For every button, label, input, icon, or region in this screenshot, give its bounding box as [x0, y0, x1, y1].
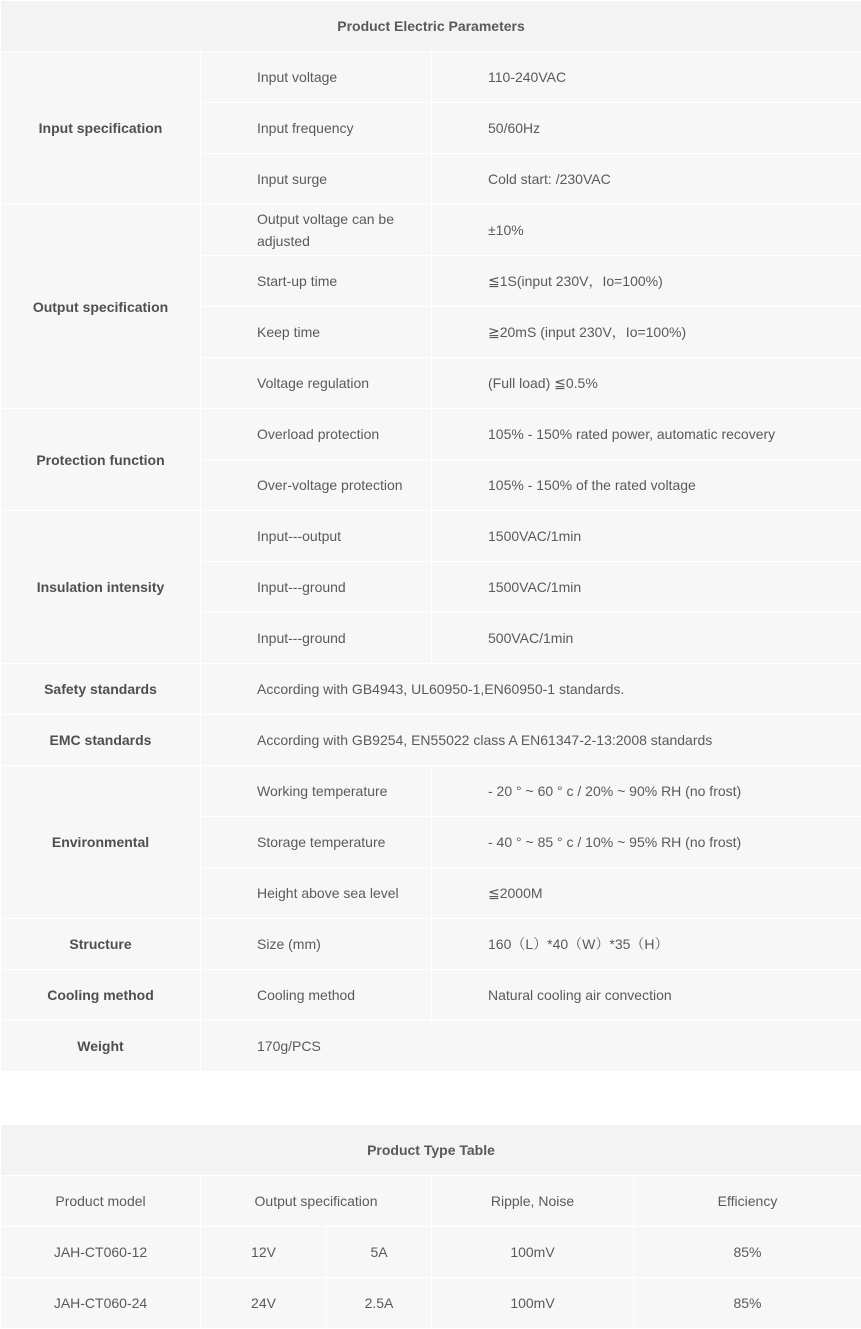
param-label: Keep time — [201, 307, 432, 358]
param-label: Input---ground — [201, 562, 432, 613]
param-value: Cold start: /230VAC — [432, 154, 861, 205]
cell-ripple: 100mV — [432, 1278, 634, 1329]
param-label: Input voltage — [201, 52, 432, 103]
cell-model: JAH-CT060-12 — [1, 1227, 201, 1278]
param-value: - 40 ° ~ 85 ° c / 10% ~ 95% RH (no frost) — [432, 817, 861, 868]
group-environmental: Environmental — [1, 766, 201, 919]
group-weight: Weight — [1, 1021, 201, 1072]
param-value: 110-240VAC — [432, 52, 861, 103]
product-type-table — [0, 1124, 861, 1329]
group-cooling-method: Cooling method — [1, 970, 201, 1021]
param-value: According with GB9254, EN55022 class A EN61347-2-13:2008 standards — [201, 715, 861, 766]
column-header: Efficiency — [634, 1176, 861, 1227]
cell-efficiency: 85% — [634, 1227, 861, 1278]
param-label: Working temperature — [201, 766, 432, 817]
table-title-row — [1, 1125, 861, 1176]
table-row — [1, 1227, 861, 1278]
table-row — [1, 919, 861, 970]
param-label: Size (mm) — [201, 919, 432, 970]
group-protection-function: Protection function — [1, 409, 201, 511]
table-row — [1, 715, 861, 766]
param-label: Over-voltage protection — [201, 460, 432, 511]
param-label: Start-up time — [201, 256, 432, 307]
group-output-specification: Output specification — [1, 205, 201, 409]
table-row — [1, 664, 861, 715]
table-row — [1, 1278, 861, 1329]
type-table-title: Product Type Table — [1, 1125, 861, 1176]
column-header: Ripple, Noise — [432, 1176, 634, 1227]
table-row — [1, 409, 861, 460]
param-value: - 20 ° ~ 60 ° c / 20% ~ 90% RH (no frost) — [432, 766, 861, 817]
param-label: Input surge — [201, 154, 432, 205]
param-label: Height above sea level — [201, 868, 432, 919]
param-value: 105% - 150% of the rated voltage — [432, 460, 861, 511]
cell-voltage: 24V — [201, 1278, 327, 1329]
group-structure: Structure — [1, 919, 201, 970]
group-emc-standards: EMC standards — [1, 715, 201, 766]
param-value: ±10% — [432, 205, 861, 256]
param-label: Input frequency — [201, 103, 432, 154]
param-value: 1500VAC/1min — [432, 562, 861, 613]
section-spacer — [0, 1072, 861, 1124]
param-value: Natural cooling air convection — [432, 970, 861, 1021]
param-label: Input---ground — [201, 613, 432, 664]
param-value: (Full load) ≦0.5% — [432, 358, 861, 409]
param-value: ≦1S(input 230V，Io=100%) — [432, 256, 861, 307]
group-input-specification: Input specification — [1, 52, 201, 205]
group-safety-standards: Safety standards — [1, 664, 201, 715]
param-value: 170g/PCS — [201, 1021, 861, 1072]
param-value: 1500VAC/1min — [432, 511, 861, 562]
param-value: According with GB4943, UL60950-1,EN60950-1 standards. — [201, 664, 861, 715]
param-value: 105% - 150% rated power, automatic recovery — [432, 409, 861, 460]
column-header: Output specification — [201, 1176, 432, 1227]
param-label: Input---output — [201, 511, 432, 562]
table-row — [1, 52, 861, 103]
cell-current: 5A — [327, 1227, 432, 1278]
param-value: ≧20mS (input 230V，Io=100%) — [432, 307, 861, 358]
param-value: 50/60Hz — [432, 103, 861, 154]
cell-current: 2.5A — [327, 1278, 432, 1329]
param-value: ≦2000M — [432, 868, 861, 919]
table-header-row — [1, 1176, 861, 1227]
column-header: Product model — [1, 1176, 201, 1227]
table-row — [1, 205, 861, 256]
param-label: Storage temperature — [201, 817, 432, 868]
params-table-title: Product Electric Parameters — [1, 1, 861, 52]
cell-model: JAH-CT060-24 — [1, 1278, 201, 1329]
table-row — [1, 511, 861, 562]
group-insulation-intensity: Insulation intensity — [1, 511, 201, 664]
cell-voltage: 12V — [201, 1227, 327, 1278]
table-row — [1, 970, 861, 1021]
param-label: Overload protection — [201, 409, 432, 460]
param-value: 500VAC/1min — [432, 613, 861, 664]
table-title-row — [1, 1, 861, 52]
table-row — [1, 1021, 861, 1072]
cell-efficiency: 85% — [634, 1278, 861, 1329]
cell-ripple: 100mV — [432, 1227, 634, 1278]
table-row — [1, 766, 861, 817]
param-value: 160（L）*40（W）*35（H） — [432, 919, 861, 970]
param-label: Output voltage can be adjusted — [201, 205, 432, 256]
param-label: Voltage regulation — [201, 358, 432, 409]
param-label: Cooling method — [201, 970, 432, 1021]
